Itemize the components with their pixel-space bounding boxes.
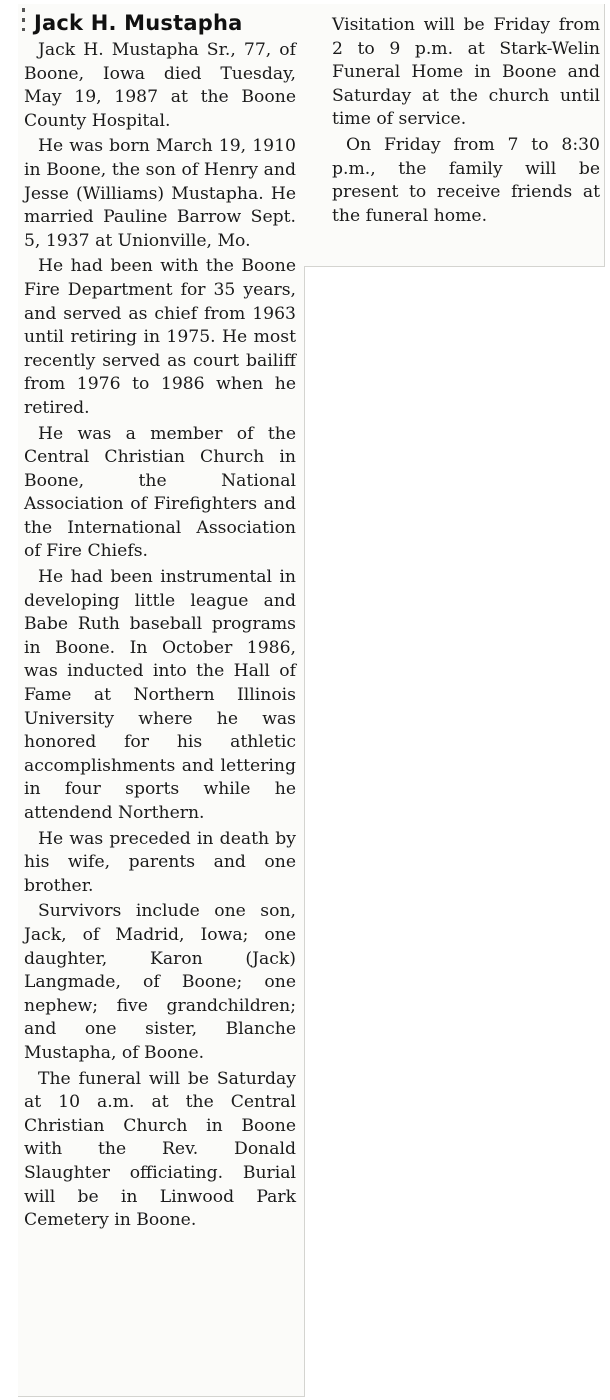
paragraph-survivors: Survivors include one son, Jack, of Madrid, Iowa; one daughter, Karon (Jack) Langmade, of Boone; one nephew; five grandchildren; and one sister, Blanche Mustapha, of Boone. xyxy=(24,901,296,1063)
paragraph-memberships: He was a member of the Central Christian Church in Boone, the National Association of Firefighters and the International Association of Fire Chiefs. xyxy=(24,423,296,562)
paragraph-death-notice: Jack H. Mustapha Sr., 77, of Boone, Iowa died Tuesday, May 19, 1987 at the Boone County Hospital. xyxy=(24,40,296,131)
obituary-right-column xyxy=(332,14,600,230)
paragraph-funeral: The funeral will be Saturday at 10 a.m. at the Central Christian Church in Boone with the Rev. Donald Slaughter officiating. Burial will be in Linwood Park Cemetery in Boone. xyxy=(24,1068,296,1231)
paragraph-career: He had been with the Boone Fire Department for 35 years, and served as chief from 1963 until retiring in 1975. He most recently served as court bailiff from 1976 to 1986 when he retired. xyxy=(24,256,296,418)
obituary-left-column xyxy=(24,39,296,1235)
scan-mark xyxy=(22,8,25,12)
scan-mark xyxy=(22,18,25,22)
paragraph-birth-marriage: He was born March 19, 1910 in Boone, the son of Henry and Jesse (Williams) Mustapha. He married Pauline Barrow Sept. 5, 1937 at Unionville, Mo. xyxy=(24,136,296,251)
paragraph-preceded-in-death: He was preceded in death by his wife, parents and one brother. xyxy=(24,828,296,896)
scan-mark xyxy=(22,28,25,31)
paragraph-family-receiving: On Friday from 7 to 8:30 p.m., the family will be present to receive friends at the funeral home. xyxy=(332,134,600,226)
obituary-headline: Jack H. Mustapha xyxy=(34,11,243,35)
paragraph-visitation: Visitation will be Friday from 2 to 9 p.m. at Stark-Welin Funeral Home in Boone and Saturday at the church until time of service. xyxy=(332,15,600,130)
paragraph-baseball-hall-of-fame: He had been instrumental in developing little league and Babe Ruth baseball programs in Boone. In October 1986, was inducted into the Hall of Fame at Northern Illinois University where he was honored for his athletic accomplishments and lettering in four sports while he attendend Northern. xyxy=(24,567,296,823)
